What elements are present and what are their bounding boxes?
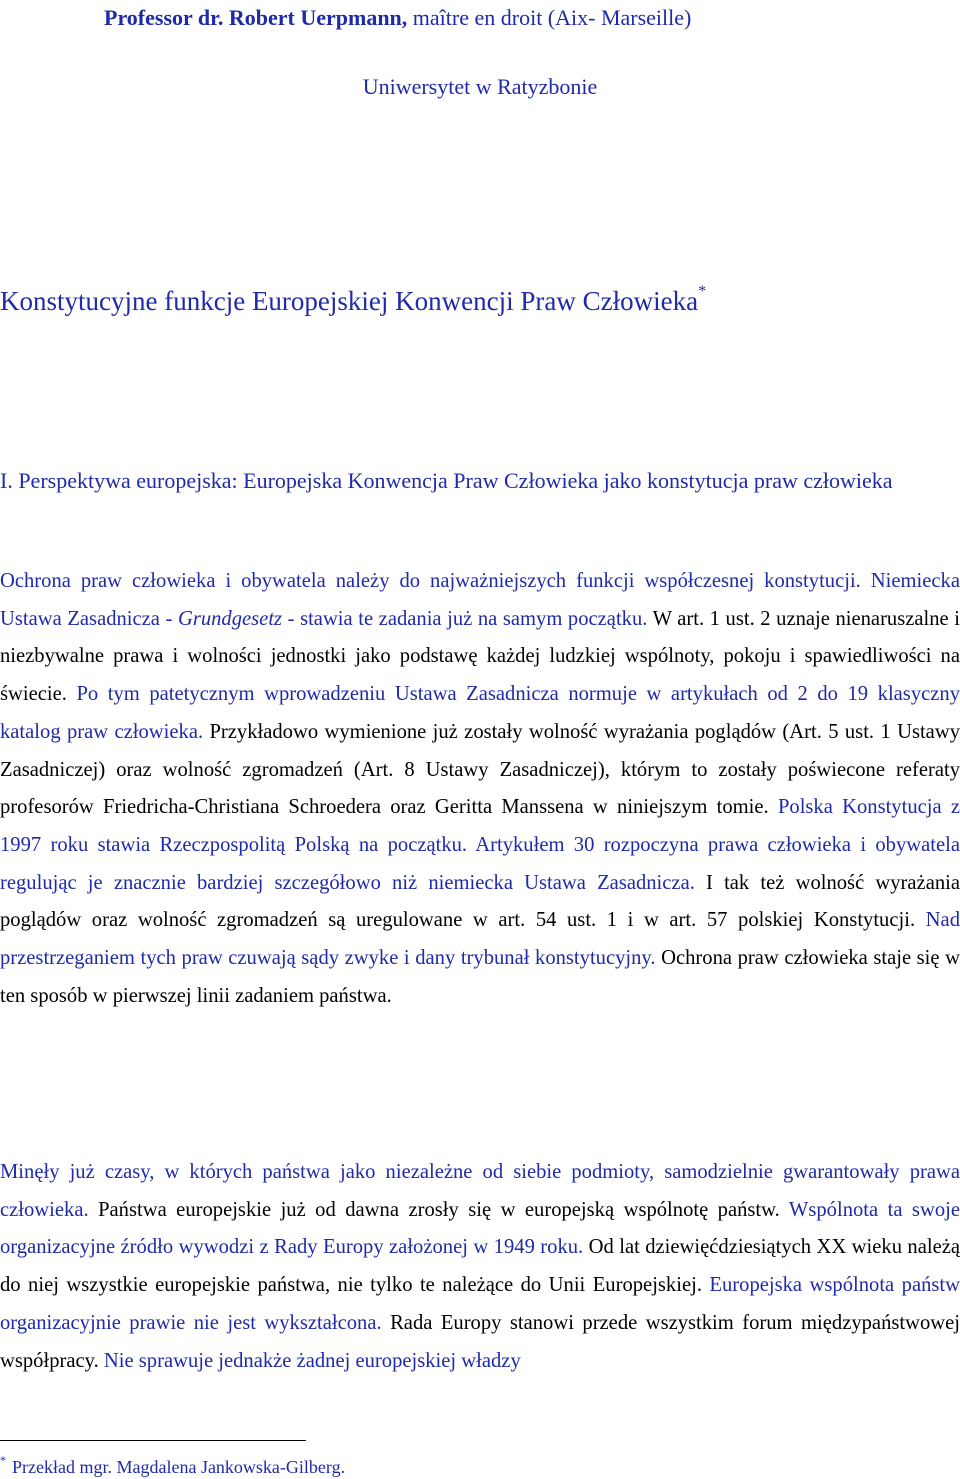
paragraph-2-sentence-3: Wspólnota ta swoje organizacyjne źródło wywodzi z Rady Europy założonej w 1949 roku. (0, 1198, 960, 1259)
paragraph-1-sentence-5: Polska Konstytucja z 1997 roku stawia Rzeczpospolitą Polską na początku. Artykułem 30 rozpoczyna prawa człowieka i obywatela regulując je znacznie bardziej szczegółowo niż niemiecka Ustawa Zasadnicza. (0, 796, 960, 894)
paragraph-1 (0, 563, 960, 1015)
paragraph-2-sentence-7: Nie sprawuje jednakże żadnej europejskiej władzy (98, 1349, 521, 1372)
paragraph-1-sentence-4: Przykładowo wymienione już zostały wolność wyrażania poglądów (Art. 5 ust. 1 Ustawy Zasadniczej) oraz wolność zgromadzeń (Art. 8 Ustawy Zasadniczej), którym to zostały poświecone referaty profesorów Friedricha-Christiana Schroedera oraz Geritta Manssena w niniejszym tomie. (0, 720, 960, 819)
section-heading: I. Perspektywa europejska: Europejska Konwencja Praw Człowieka jako konstytucja praw człowieka (0, 468, 893, 493)
paragraph-2-sentence-4: Od lat dziewięćdziesiątych XX wieku należą do niej wszystkie europejskie państwa, nie tylko te należące do Unii Europejskiej. (0, 1236, 960, 1297)
paragraph-2 (0, 1154, 960, 1380)
author-name: Professor dr. Robert Uerpmann, (104, 5, 408, 30)
paragraph-1-sentence-1: Ochrona praw człowieka i obywatela należy do najważniejszych funkcji współczesnej konstytucji. Niemiecka Ustawa Zasadnicza - (0, 570, 960, 630)
paragraph-2-sentence-2: Państwa europejskie już od dawna zrosły się w europejską wspólnotę państw. (88, 1198, 780, 1221)
paragraph-1-sentence-8: Ochrona praw człowieka staje się w ten sposób w pierwszej linii zadaniem państwa. (0, 947, 960, 1007)
paragraph-1-sentence-7: Nad przestrzeganiem tych praw czuwają sądy zwyke i dany trybunał konstytucyjny. (0, 909, 960, 970)
paragraph-1-sentence-6: I tak też wolność wyrażania poglądów oraz wolność zgromadzeń są uregulowane w art. 54 ust. 1 i w art. 57 polskiej Konstytucji. (0, 871, 960, 932)
footnote (0, 1450, 345, 1479)
paragraph-2-sentence-5: Europejska wspólnota państw organizacyjnie prawie nie jest wykształcona. (0, 1274, 960, 1334)
footnote-text: Przekład mgr. Magdalena Jankowska-Gilberg. (12, 1457, 346, 1477)
footnote-divider (0, 1440, 306, 1441)
author-line (104, 3, 691, 33)
author-title: maître en droit (Aix- Marseille) (407, 5, 692, 30)
paragraph-1-sentence-1-end: - stawia te zadania już na samym początku. (282, 607, 648, 630)
university-name: Uniwersytet w Ratyzbonie (362, 74, 598, 99)
paragraph-2-sentence-1: Minęły już czasy, w których państwa jako niezależne od siebie podmioty, samodzielnie gwarantowały prawa człowieka. (0, 1161, 960, 1221)
paragraph-1-italic-term: Grundgesetz (177, 607, 283, 630)
paragraph-1-sentence-2: W art. 1 ust. 2 uznaje nienaruszalne i niezbywalne prawa i wolności jednostki jako podstawę każdej ludzkiej wspólnoty, pokoju i spawiedliwości na świecie. (0, 607, 960, 706)
paragraph-1-sentence-3: Po tym patetycznym wprowadzeniu Ustawa Zasadnicza normuje w artykułach od 2 do 19 klasyczny katalog praw człowieka. (0, 683, 960, 743)
document-title (0, 278, 706, 319)
title-footnote-marker: * (698, 283, 707, 300)
document-title-text: Konstytucyjne funkcje Europejskiej Konwencji Praw Człowieka (0, 286, 699, 316)
footnote-marker: * (0, 1453, 6, 1467)
paragraph-2-sentence-6: Rada Europy stanowi przede wszystkim forum międzypaństwowej współpracy. (0, 1311, 960, 1372)
